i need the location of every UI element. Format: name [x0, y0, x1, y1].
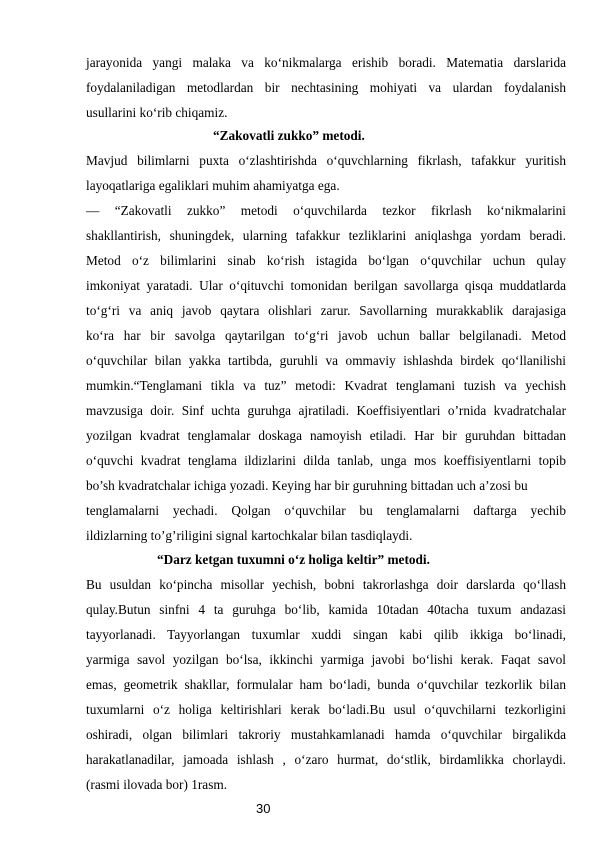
text-line: yozilgan kvadrat tenglamalar doskaga namoyish etiladi. Har bir guruhdan bittadan — [86, 428, 566, 443]
text-line: ko‘ra har bir savolga qaytarilgan to‘g‘ri javob uchun ballar belgilanadi. Metod — [86, 328, 566, 343]
text-line: oshiradi, olgan bilimlari takroriy mustahkamlanadi hamda o‘quvchilar birgalikda — [86, 727, 566, 742]
text-line: jarayonida yangi malaka va ko‘nikmalarga erishib boradi. Matematia darslarida — [86, 55, 566, 70]
section-heading-darz-ketgan-tuxum: “Darz ketgan tuxumni o‘z holiga keltir” metodi. — [157, 552, 430, 567]
text-line: imkoniyat yaratadi. Ular o‘qituvchi tomonidan berilgan savollarga qisqa muddatlarda — [86, 278, 566, 293]
text-line: emas, geometrik shakllar, formulalar ham bo‘ladi, bunda o‘quvchilar tezkorlik bilan — [86, 677, 566, 692]
text-line: yarmiga savol yozilgan bo‘lsa, ikkinchi yarmiga javobi bo‘lishi kerak. Faqat savol — [86, 652, 566, 667]
text-line: shakllantirish, shuningdek, ularning tafakkur tezliklarini aniqlashga yordam beradi. — [86, 228, 566, 243]
section-heading-zakovatli-zukko: “Zakovatli zukko” metodi. — [213, 128, 365, 143]
text-line: usullarini ko‘rib chiqamiz. — [86, 105, 228, 120]
text-line: o‘quvchilar bilan yakka tartibda, guruhli va ommaviy ishlashda birdek qo‘llanilishi — [86, 353, 566, 368]
page-number: 30 — [256, 801, 271, 816]
text-line: foydalaniladigan metodlardan bir nechtasining mohiyati va ulardan foydalanish — [86, 80, 566, 95]
text-line: Metod o‘z bilimlarini sinab ko‘rish istagida bo‘lgan o‘quvchilar uchun qulay — [86, 253, 566, 268]
text-line: tayyorlanadi. Tayyorlangan tuxumlar xuddi singan kabi qilib ikkiga bo‘linadi, — [86, 627, 566, 642]
text-line: bo’sh kvadratchalar ichiga yozadi. Keying har bir guruhning bittadan uch a’zosi bu — [86, 478, 528, 493]
text-line: mavzusiga doir. Sinf uchta guruhga ajratiladi. Koeffisiyentlari o’rnida kvadratchalar — [86, 403, 566, 418]
text-line: tenglamalarni yechadi. Qolgan o‘quvchilar bu tenglamalarni daftarga yechib — [86, 503, 566, 518]
text-line: ildizlarning to’g’riligini signal kartochkalar bilan tasdiqlaydi. — [86, 528, 413, 543]
text-line: to‘g‘ri va aniq javob qaytara olishlari zarur. Savollarning murakkablik darajasiga — [86, 303, 566, 318]
text-line: tuxumlarni o‘z holiga keltirishlari kerak bo‘ladi.Bu usul o‘quvchilarni tezkorligini — [86, 702, 566, 717]
text-line: harakatlanadilar, jamoada ishlash , o‘zaro hurmat, do‘stlik, birdamlikka chorlaydi. — [86, 752, 566, 767]
text-line: qulay.Butun sinfni 4 ta guruhga bo‘lib, kamida 10tadan 40tacha tuxum andazasi — [86, 602, 566, 617]
text-line: layoqatlariga egaliklari muhim ahamiyatga ega. — [86, 178, 340, 193]
text-line: mumkin.“Tenglamani tikla va tuz” metodi: Kvadrat tenglamani tuzish va yechish — [86, 378, 566, 393]
text-line: (rasmi ilovada bor) 1rasm. — [86, 777, 228, 792]
text-line: o‘quvchi kvadrat tenglama ildizlarini dilda tanlab, unga mos koeffisiyentlarni topib — [86, 453, 566, 468]
text-line: Mavjud bilimlarni puxta o‘zlashtirishda o‘quvchlarning fikrlash, tafakkur yuritish — [86, 153, 566, 168]
text-line: — “Zakovatli zukko” metodi o‘quvchilarda tezkor fikrlash ko‘nikmalarini — [86, 203, 566, 218]
text-line: Bu usuldan ko‘pincha misollar yechish, bobni takrorlashga doir darslarda qo‘llash — [86, 577, 566, 592]
